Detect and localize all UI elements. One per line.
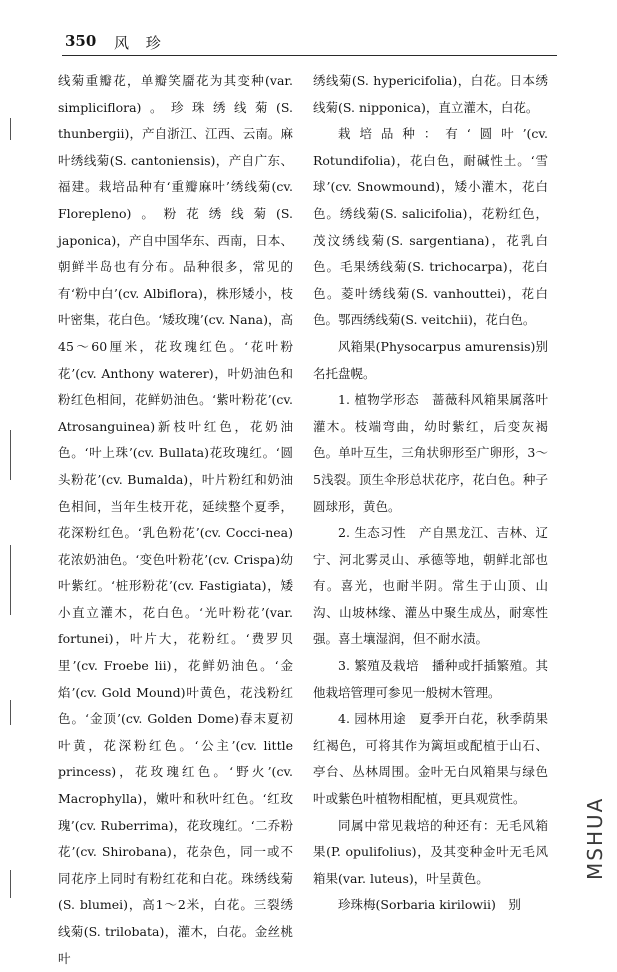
paragraph: 3. 繁殖及栽培 播种或扦插繁殖。其他栽培管理可参见一般树木管理。: [313, 658, 548, 700]
margin-mark: [10, 118, 11, 140]
margin-mark: [10, 430, 11, 480]
page-number: 350: [65, 32, 97, 50]
paragraph: 栽培品种：有‘圆叶’(cv. Rotundifolia)，花白色，耐碱性土。‘雪球’(cv. Snowmound)，矮小灌木，花白色。绣线菊(S. salicifolia)，花粉红色，茂汶绣线菊(S. sargentiana)，花乳白色。毛果绣线菊(S. trichocarpa)，花白色。菱叶绣线菊(S. vanhouttei)，花白色。鄂西绣线菊(S. veitchii)，花白色。: [313, 126, 548, 328]
margin-mark: [10, 545, 11, 615]
page-header: [62, 30, 557, 54]
running-title: 风 珍: [114, 34, 167, 52]
watermark: MSHUA: [583, 796, 607, 880]
margin-mark: [10, 700, 11, 725]
paragraph: 同属中常见栽培的种还有：无毛风箱果(P. opulifolius)，及其变种金叶无毛风箱果(var. luteus)，叶呈黄色。: [313, 817, 548, 886]
header-rule: [62, 55, 557, 56]
paragraph: 绣线菊(S. hypericifolia)，白花。日本绣线菊(S. nipponica)，直立灌木，白花。: [313, 73, 548, 115]
section-heading: 风箱果(Physocarpus amurensis)别名托盘幌。: [313, 338, 548, 381]
paragraph: 1. 植物学形态 蔷薇科风箱果属落叶灌木。枝端弯曲，幼时紫红，后变灰褐色。单叶互生，三角状卵形至广卵形，3～5浅裂。顶生伞形总状花序，花白色。种子圆球形，黄色。: [313, 392, 548, 514]
paragraph: 2. 生态习性 产自黑龙江、吉林、辽宁、河北雾灵山、承德等地，朝鲜北部也有。喜光，也耐半阴。常生于山顶、山沟、山坡林缘、灌丛中聚生成丛，耐寒性强。喜土壤湿润，但不耐水渍。: [313, 525, 548, 647]
paragraph: 线菊重瓣花，单瓣笑靥花为其变种(var. simpliciflora)。珍珠绣线菊(S. thunbergii)，产自浙江、江西、云南。麻叶绣线菊(S. cantoniensis)，产自广东、福建。栽培品种有‘重瓣麻叶’绣线菊(cv. Floreplenо)。粉花绣线菊(S. japonica)，产自中国华东、西南，日本、朝鲜半岛也有分布。品种很多，常见的有‘粉中白’(cv. Albiflora)，株形矮小，枝叶密集，花白色。‘矮玫瑰’(cv. Nana)，高45～60厘米，花玫瑰红色。‘花叶粉花’(cv. Anthony waterer)，叶奶油色和粉红色相间，花鲜奶油色。‘紫叶粉花’(cv. Atrosanguinea)新枝叶红色，花奶油色。‘叶上珠’(cv. Bullata)花玫瑰红。‘圆头粉花’(cv. Bumalda)，叶片粉红和奶油色相间，当年生枝开花，延续整个夏季，花深粉红色。‘乳色粉花’(cv. Cocci-nea)花浓奶油色。‘变色叶粉花’(cv. Crispa)幼叶紫红。‘桩形粉花’(cv. Fastigiata)，矮小直立灌木，花白色。‘光叶粉花’(var. fortunei)，叶片大，花粉红。‘费罗贝里’(cv. Froebe lii)，花鲜奶油色。‘金焰’(cv. Gold Mound)叶黄色，花浅粉红色。‘金顶’(cv. Golden Dome)春末夏初叶黄，花深粉红色。‘公主’(cv. little princess)，花玫瑰红色。‘野火’(cv. Macrophylla)，嫩叶和秋叶红色。‘红玫瑰’(cv. Ruberrima)，花玫瑰红。‘二乔粉花’(cv. Shirobana)，花杂色，同一或不同花序上同时有粉红花和白花。珠绣线菊(S. blumei)，高1～2米，白花。三裂绣线菊(S. trilobata)，灌木，白花。金丝桃叶: [58, 73, 293, 966]
paragraph: 珍珠梅(Sorbaria kirilowii) 别: [338, 897, 521, 913]
left-column: [58, 68, 293, 966]
margin-mark: [10, 870, 11, 898]
paragraph: 4. 园林用途 夏季开白花，秋季荫果红褐色，可将其作为篱垣或配植于山石、亭台、丛林周围。金叶无白风箱果与绿色叶或紫色叶植物相配植，更具观赏性。: [313, 711, 548, 807]
right-column: [313, 68, 548, 913]
